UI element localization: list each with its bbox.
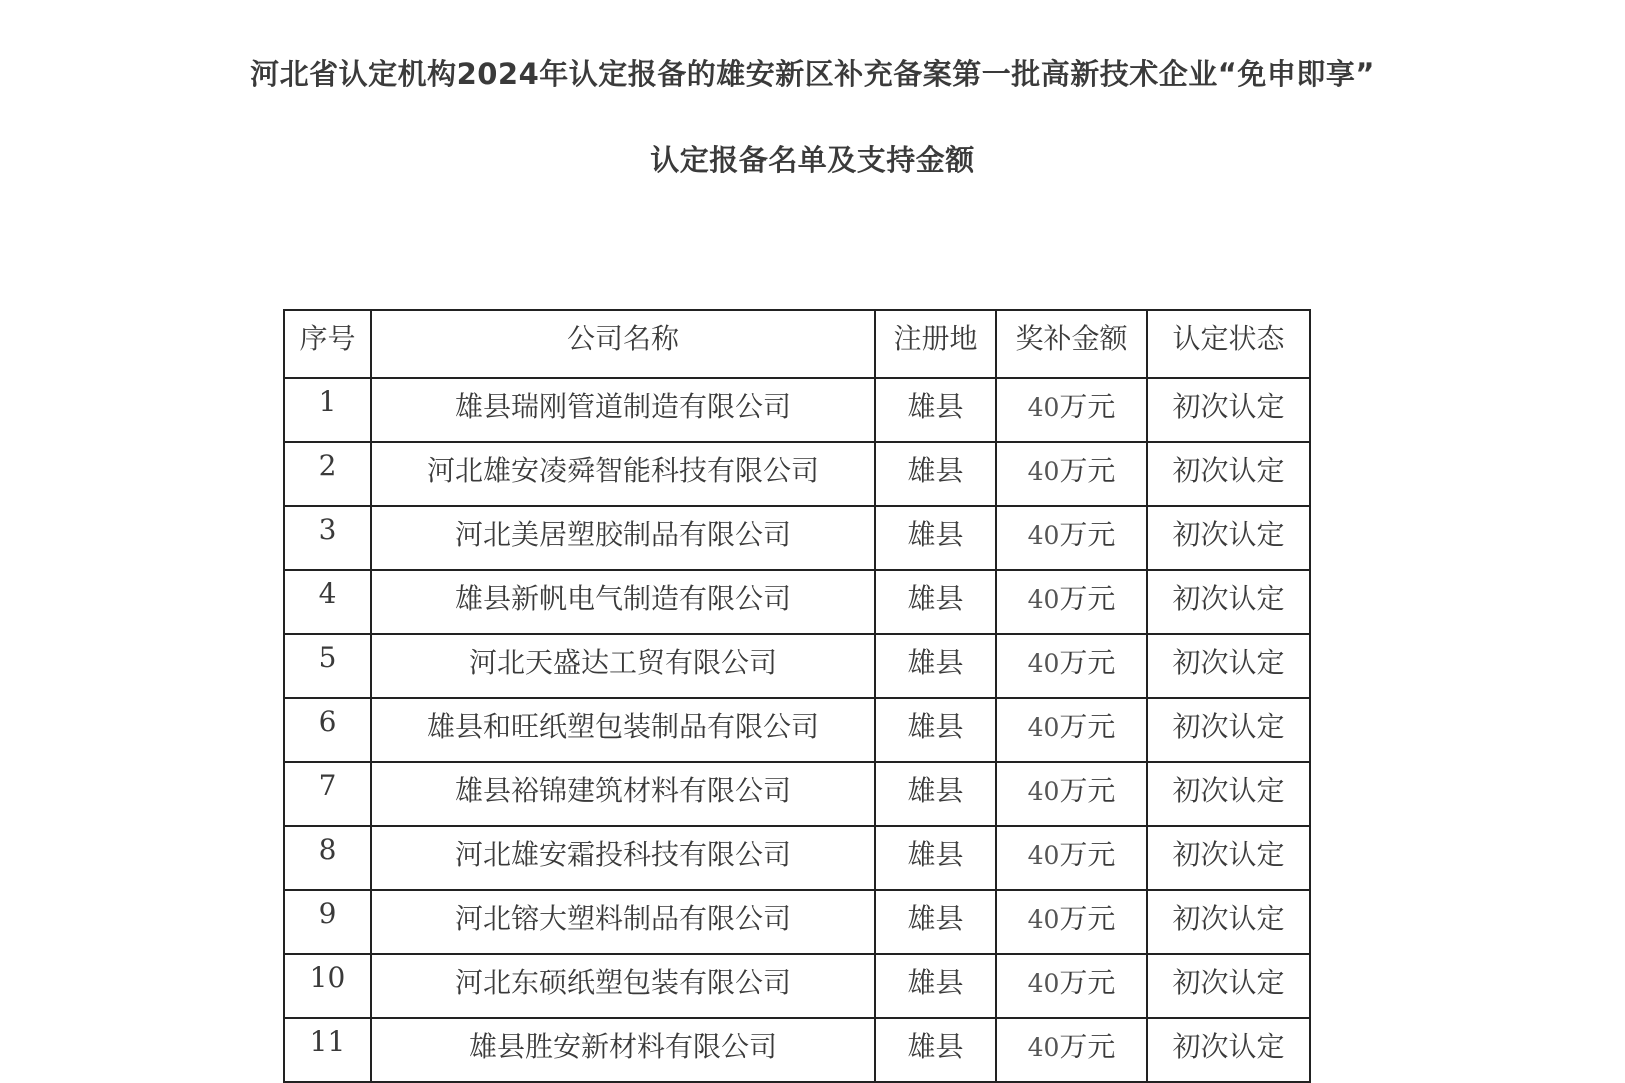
row-company-name: 河北美居塑胶制品有限公司 [371, 506, 875, 570]
table-row [284, 890, 1310, 954]
row-registered-place: 雄县 [875, 762, 996, 826]
row-registered-place: 雄县 [875, 1018, 996, 1082]
table-row [284, 506, 1310, 570]
row-certification-status: 初次认定 [1147, 506, 1310, 570]
row-registered-place: 雄县 [875, 954, 996, 1018]
row-seq: 2 [284, 442, 371, 506]
document-subtitle: 认定报备名单及支持金额 [650, 143, 975, 177]
row-company-name: 雄县新帆电气制造有限公司 [371, 570, 875, 634]
row-registered-place: 雄县 [875, 826, 996, 890]
row-certification-status: 初次认定 [1147, 634, 1310, 698]
amount-number: 40 [1027, 905, 1060, 934]
row-award-amount [996, 570, 1147, 634]
row-seq: 7 [284, 762, 371, 826]
table-row [284, 378, 1310, 442]
amount-number: 40 [1027, 585, 1060, 614]
row-registered-place: 雄县 [875, 634, 996, 698]
row-award-amount [996, 826, 1147, 890]
row-seq: 10 [284, 954, 371, 1018]
table-row [284, 698, 1310, 762]
row-registered-place: 雄县 [875, 890, 996, 954]
row-award-amount [996, 698, 1147, 762]
row-award-amount [996, 762, 1147, 826]
row-seq: 8 [284, 826, 371, 890]
amount-unit: 万元 [1059, 710, 1116, 743]
row-award-amount [996, 1018, 1147, 1082]
row-company-name: 河北雄安霜投科技有限公司 [371, 826, 875, 890]
header-registered-place: 注册地 [875, 310, 996, 378]
table-row [284, 1018, 1310, 1082]
row-award-amount [996, 890, 1147, 954]
row-certification-status: 初次认定 [1147, 826, 1310, 890]
header-certification-status: 认定状态 [1147, 310, 1310, 378]
row-company-name: 雄县和旺纸塑包装制品有限公司 [371, 698, 875, 762]
row-registered-place: 雄县 [875, 442, 996, 506]
amount-number: 40 [1027, 713, 1060, 742]
row-certification-status: 初次认定 [1147, 698, 1310, 762]
award-table [283, 309, 1311, 1083]
row-company-name: 雄县胜安新材料有限公司 [371, 1018, 875, 1082]
row-certification-status: 初次认定 [1147, 890, 1310, 954]
row-company-name: 雄县裕锦建筑材料有限公司 [371, 762, 875, 826]
amount-number: 40 [1027, 393, 1060, 422]
table-row [284, 634, 1310, 698]
header-seq: 序号 [284, 310, 371, 378]
row-award-amount [996, 378, 1147, 442]
row-company-name: 河北镕大塑料制品有限公司 [371, 890, 875, 954]
amount-unit: 万元 [1059, 1030, 1116, 1063]
row-certification-status: 初次认定 [1147, 954, 1310, 1018]
table-row [284, 570, 1310, 634]
amount-number: 40 [1027, 649, 1060, 678]
amount-number: 40 [1027, 521, 1060, 550]
amount-unit: 万元 [1059, 582, 1116, 615]
amount-number: 40 [1027, 969, 1060, 998]
row-company-name: 雄县瑞刚管道制造有限公司 [371, 378, 875, 442]
amount-number: 40 [1027, 457, 1060, 486]
row-company-name: 河北天盛达工贸有限公司 [371, 634, 875, 698]
row-seq: 6 [284, 698, 371, 762]
row-registered-place: 雄县 [875, 378, 996, 442]
row-seq: 1 [284, 378, 371, 442]
row-award-amount [996, 442, 1147, 506]
row-certification-status: 初次认定 [1147, 378, 1310, 442]
amount-number: 40 [1027, 841, 1060, 870]
row-seq: 5 [284, 634, 371, 698]
row-award-amount [996, 506, 1147, 570]
table-row [284, 954, 1310, 1018]
amount-unit: 万元 [1059, 646, 1116, 679]
header-company-name: 公司名称 [371, 310, 875, 378]
amount-unit: 万元 [1059, 966, 1116, 999]
amount-unit: 万元 [1059, 390, 1116, 423]
table-row [284, 442, 1310, 506]
amount-unit: 万元 [1059, 902, 1116, 935]
row-certification-status: 初次认定 [1147, 442, 1310, 506]
row-seq: 9 [284, 890, 371, 954]
amount-unit: 万元 [1059, 838, 1116, 871]
row-award-amount [996, 954, 1147, 1018]
table-row [284, 762, 1310, 826]
header-award-amount: 奖补金额 [996, 310, 1147, 378]
row-seq: 11 [284, 1018, 371, 1082]
row-company-name: 河北雄安凌舜智能科技有限公司 [371, 442, 875, 506]
table-header-row [284, 310, 1310, 378]
row-registered-place: 雄县 [875, 506, 996, 570]
row-certification-status: 初次认定 [1147, 570, 1310, 634]
row-award-amount [996, 634, 1147, 698]
row-seq: 4 [284, 570, 371, 634]
amount-unit: 万元 [1059, 518, 1116, 551]
table-row [284, 826, 1310, 890]
amount-number: 40 [1027, 1033, 1060, 1062]
row-registered-place: 雄县 [875, 570, 996, 634]
row-seq: 3 [284, 506, 371, 570]
row-certification-status: 初次认定 [1147, 762, 1310, 826]
amount-unit: 万元 [1059, 774, 1116, 807]
amount-unit: 万元 [1059, 454, 1116, 487]
row-certification-status: 初次认定 [1147, 1018, 1310, 1082]
document-title: 河北省认定机构2024年认定报备的雄安新区补充备案第一批高新技术企业“免申即享” [250, 57, 1375, 91]
row-registered-place: 雄县 [875, 698, 996, 762]
amount-number: 40 [1027, 777, 1060, 806]
row-company-name: 河北东硕纸塑包装有限公司 [371, 954, 875, 1018]
